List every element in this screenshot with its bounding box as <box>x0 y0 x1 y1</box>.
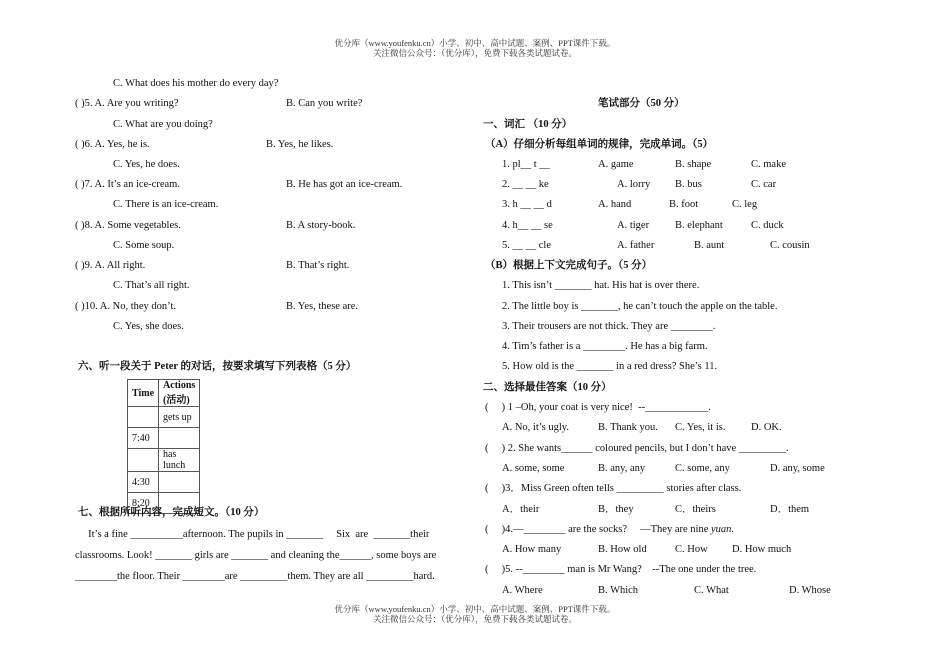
table-header-time: Time <box>128 380 159 407</box>
table-cell-action <box>159 472 200 493</box>
table-cell-action: has lunch <box>159 449 200 472</box>
sentence-1: 1. This isn’t _______ hat. His hat is over there. <box>502 280 700 291</box>
vocab-3-question: 3. h __ __ d <box>502 199 552 210</box>
choice-5-question: ( )5. --________ man is Mr Wang? --The one under the tree. <box>485 564 757 575</box>
q6-option-a: ( )6. A. Yes, he is. <box>75 139 150 150</box>
sentence-2: 2. The little boy is _______, he can’t touch the apple on the table. <box>502 301 778 312</box>
vocab-5-b: B. aunt <box>694 240 725 251</box>
vocab-1-a: A. game <box>598 159 634 170</box>
choice-1-question: ( ) 1 –Oh, your coat is very nice! --____________. <box>485 402 711 413</box>
fill-in-paragraph <box>75 524 464 587</box>
choice-2-c: C. some, any <box>675 463 730 474</box>
table-row <box>128 407 200 428</box>
paragraph-line: It’s a fine __________afternoon. The pupils in _______ Six are _______their <box>75 529 430 540</box>
section-a-title: （A）仔细分析每组单词的规律，完成单词。（5） <box>485 139 714 150</box>
table-cell-time <box>128 407 159 428</box>
section-b-title: （B）根据上下文完成句子。（5 分） <box>485 260 653 271</box>
choice-5-d: D. Whose <box>789 585 831 596</box>
sentence-4: 4. Tim’s father is a ________. He has a big farm. <box>502 341 708 352</box>
header-line-1: 优分库（www.youfenku.cn）小学、初中、高中试题、案例、PPT课件下载。 <box>334 38 616 48</box>
choice-5-c: C. What <box>694 585 729 596</box>
choice-5-a: A. Where <box>502 585 543 596</box>
vocab-4-c: C. duck <box>751 220 784 231</box>
section-2-title: 二、选择最佳答案（10 分） <box>483 382 612 393</box>
choice-4-a: A. How many <box>502 544 562 555</box>
vocab-2-a: A. lorry <box>617 179 651 190</box>
section-7-title: 七、根据所听内容，完成短文。（10 分） <box>78 507 265 518</box>
q10-option-c: C. Yes, she does. <box>113 321 184 332</box>
q10-option-b: B. Yes, these are. <box>286 301 359 312</box>
q9-option-c: C. That’s all right. <box>113 280 190 291</box>
choice-2-d: D. any, some <box>770 463 825 474</box>
vocab-4-b: B. elephant <box>675 220 723 231</box>
vocab-1-c: C. make <box>751 159 786 170</box>
q5-option-c: C. What are you doing? <box>113 119 213 130</box>
table-row <box>128 449 200 472</box>
choice-4-b: B. How old <box>598 544 647 555</box>
vocab-3-a: A. hand <box>598 199 632 210</box>
choice-4-d: D. How much <box>732 544 792 555</box>
sentence-3: 3. Their trousers are not thick. They are ________. <box>502 321 716 332</box>
choice-2-b: B. any, any <box>598 463 646 474</box>
page-header <box>0 38 950 58</box>
vocab-1-b: B. shape <box>675 159 712 170</box>
footer-line-2: 关注微信公众号：（优分库），免费下载各类试题试卷。 <box>372 614 577 624</box>
table-cell-time: 7:40 <box>128 428 159 449</box>
choice-3-c: C．theirs <box>675 504 716 515</box>
paragraph-line: ________the floor. Their ________are _________them. They are all _________hard. <box>75 571 435 582</box>
page-footer <box>0 604 950 624</box>
choice-4-question-unit: yuan. <box>710 524 735 535</box>
q7-option-c: C. There is an ice-cream. <box>113 199 219 210</box>
choice-3-d: D．them <box>770 504 810 515</box>
choice-2-question: ( ) 2. She wants______ coloured pencils, but I don’t have _________. <box>485 443 789 454</box>
choice-4-question <box>485 524 734 536</box>
vocab-1-question: 1. pl__ t __ <box>502 159 550 170</box>
vocab-3-b: B. foot <box>669 199 699 210</box>
choice-3-b: B．they <box>598 504 634 515</box>
table-row <box>128 472 200 493</box>
table-cell-action <box>159 428 200 449</box>
choice-1-d: D. OK. <box>751 422 782 433</box>
q8-option-a: ( )8. A. Some vegetables. <box>75 220 181 231</box>
table-header-actions: Actions (活动) <box>159 380 200 407</box>
vocab-5-question: 5. __ __ cle <box>502 240 551 251</box>
choice-4-question-text: ( )4.—________ are the socks? —They are nine <box>485 524 709 535</box>
q5-option-a: ( )5. A. Are you writing? <box>75 98 179 109</box>
table-cell-action: gets up <box>159 407 200 428</box>
footer-line-1: 优分库（www.youfenku.cn）小学、初中、高中试题、案例、PPT课件下载。 <box>334 604 616 614</box>
choice-4-c: C. How <box>675 544 708 555</box>
table-cell-time: 4:30 <box>128 472 159 493</box>
vocab-2-question: 2. __ __ ke <box>502 179 549 190</box>
section-6-title: 六、听一段关于 Peter 的对话，按要求填写下列表格（5 分） <box>78 361 357 372</box>
choice-1-a: A. No, it’s ugly. <box>502 422 569 433</box>
choice-1-b: B. Thank you. <box>598 422 658 433</box>
q7-option-b: B. He has got an ice-cream. <box>286 179 403 190</box>
table-header-row <box>128 380 200 407</box>
written-part-title: 笔试部分（50 分） <box>598 98 685 109</box>
q9-option-a: ( )9. A. All right. <box>75 260 146 271</box>
q5-option-b: B. Can you write? <box>286 98 363 109</box>
vocab-5-c: C. cousin <box>770 240 810 251</box>
choice-5-b: B. Which <box>598 585 639 596</box>
q4-option-c: C. What does his mother do every day? <box>113 78 279 89</box>
vocab-4-a: A. tiger <box>617 220 650 231</box>
q9-option-b: B. That’s right. <box>286 260 350 271</box>
q6-option-b: B. Yes, he likes. <box>266 139 334 150</box>
q8-option-c: C. Some soup. <box>113 240 175 251</box>
choice-2-a: A. some, some <box>502 463 565 474</box>
vocab-2-c: C. car <box>751 179 777 190</box>
paragraph-line: classrooms. Look! _______ girls are _______ and cleaning the______, some boys are <box>75 550 437 561</box>
vocab-2-b: B. bus <box>675 179 702 190</box>
table-cell-time: 8:20 <box>128 493 159 514</box>
q6-option-c: C. Yes, he does. <box>113 159 180 170</box>
choice-1-c: C. Yes, it is. <box>675 422 726 433</box>
vocab-5-a: A. father <box>617 240 655 251</box>
vocab-4-question: 4. h__ __ se <box>502 220 553 231</box>
table-cell-time <box>128 449 159 472</box>
table-row <box>128 428 200 449</box>
sentence-5: 5. How old is the _______ in a red dress? She’s 11. <box>502 361 718 372</box>
schedule-table <box>127 379 200 514</box>
section-1-title: 一、词汇 （10 分） <box>483 119 573 130</box>
vocab-3-c: C. leg <box>732 199 758 210</box>
header-line-2: 关注微信公众号：（优分库），免费下载各类试题试卷。 <box>372 48 577 58</box>
choice-3-a: A．their <box>502 504 540 515</box>
q8-option-b: B. A story-book. <box>286 220 356 231</box>
q7-option-a: ( )7. A. It’s an ice-cream. <box>75 179 180 190</box>
q10-option-a: ( )10. A. No, they don’t. <box>75 301 177 312</box>
choice-3-question: ( )3．Miss Green often tells _________ stories after class. <box>485 483 742 494</box>
